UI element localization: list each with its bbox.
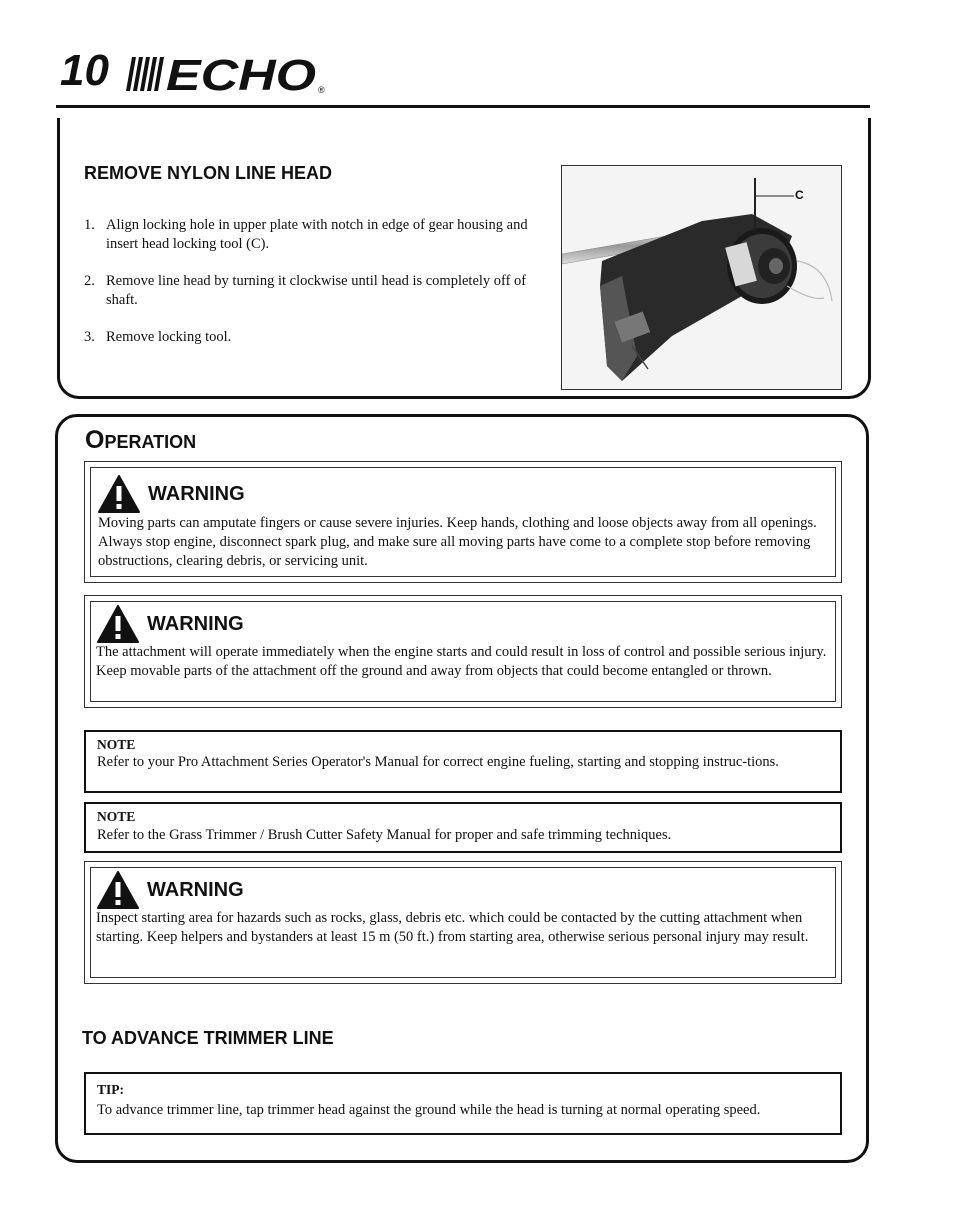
note-box xyxy=(84,802,842,853)
warning-box xyxy=(84,461,842,583)
note-text: Refer to your Pro Attachment Series Operator's Manual for correct engine fueling, starting and stopping instruc-tions. xyxy=(97,754,779,770)
step-item: 3. Remove locking tool. xyxy=(84,329,232,345)
step-item: 2. Remove line head by turning it clockwise until head is completely off of shaft. xyxy=(84,273,527,308)
warning-text: The attachment will operate immediately when the engine starts and could result in loss of control and possible serious injury. Keep movable parts of the attachment off the ground and away from objects that could become entangled or thrown. xyxy=(96,644,827,679)
operation-title: OPERATION xyxy=(85,426,197,454)
echo-logo xyxy=(126,53,331,95)
header-rule xyxy=(56,105,870,108)
tip-box xyxy=(84,1072,842,1135)
photo-callout-c: C xyxy=(795,188,804,202)
warning-box xyxy=(84,595,842,708)
svg-text:®: ® xyxy=(318,85,325,95)
step-item: 1. Align locking hole in upper plate with notch in edge of gear housing and insert head locking tool (C). xyxy=(84,217,528,252)
note-text: Refer to the Grass Trimmer / Brush Cutter Safety Manual for proper and safe trimming techniques. xyxy=(97,827,672,843)
warning-triangle-icon xyxy=(97,605,139,643)
note-label: NOTE xyxy=(97,809,136,824)
remove-steps-list xyxy=(84,216,544,365)
svg-text:ECHO: ECHO xyxy=(166,53,316,95)
advance-trimmer-line-title: TO ADVANCE TRIMMER LINE xyxy=(82,1028,334,1048)
warning-triangle-icon xyxy=(97,871,139,909)
page-number: 10 xyxy=(60,46,109,95)
tip-text: To advance trimmer line, tap trimmer head against the ground while the head is turning at normal operating speed. xyxy=(97,1102,761,1118)
note-box xyxy=(84,730,842,793)
warning-heading: WARNING xyxy=(147,612,244,635)
warning-text: Moving parts can amputate fingers or cause severe injuries. Keep hands, clothing and loose objects away from all openings. Always stop engine, disconnect spark plug, and make sure all moving parts have come to a complete stop before removing obstructions, clearing debris, or servicing unit. xyxy=(98,515,817,569)
warning-heading: WARNING xyxy=(147,878,244,901)
warning-triangle-icon xyxy=(98,475,140,513)
note-label: NOTE xyxy=(97,737,136,752)
tip-label: TIP: xyxy=(97,1082,124,1097)
warning-heading: WARNING xyxy=(148,482,245,505)
remove-line-head-title: REMOVE NYLON LINE HEAD xyxy=(84,163,333,183)
warning-box xyxy=(84,861,842,984)
warning-text: Inspect starting area for hazards such as rocks, glass, debris etc. which could be contacted by the cutting attachment when starting. Keep helpers and bystanders at least 15 m (50 ft.) from starting area, otherwise serious personal injury may result. xyxy=(96,910,809,945)
